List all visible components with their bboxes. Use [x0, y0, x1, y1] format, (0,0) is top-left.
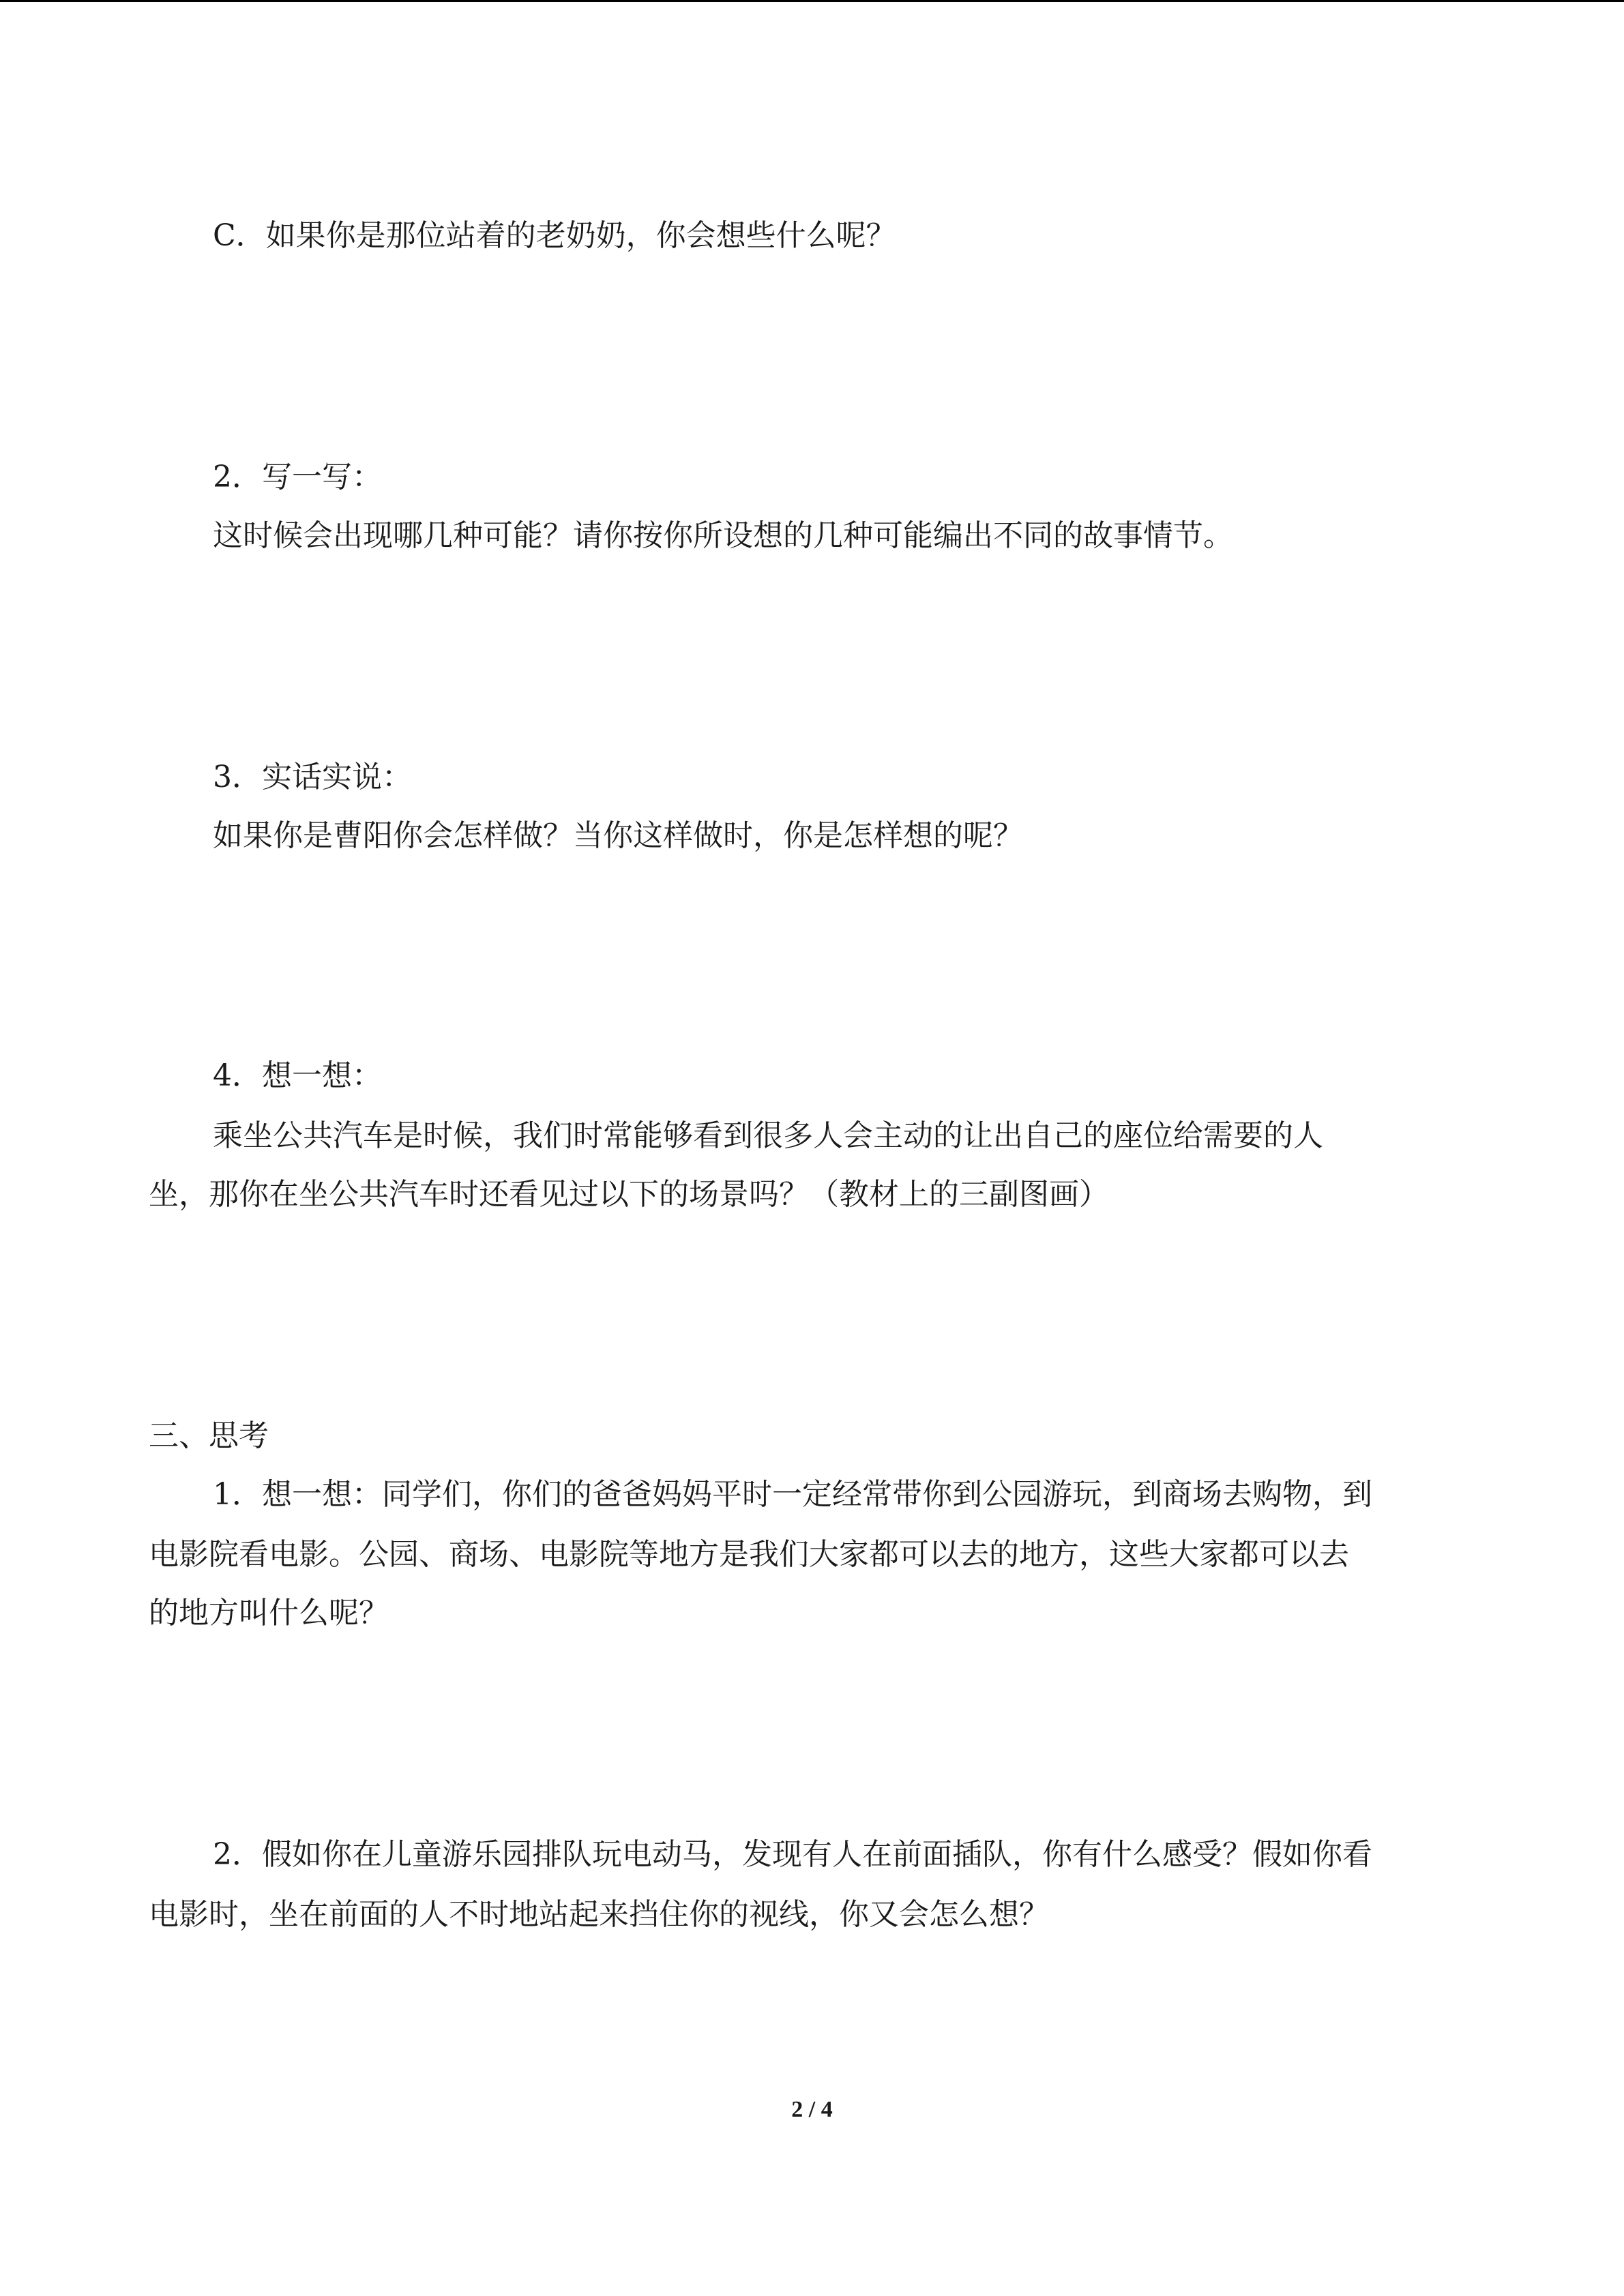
item-2-heading: 2．写一写：: [213, 460, 382, 494]
item-4-paragraph-line-2: 坐，那你在坐公共汽车时还看见过以下的场景吗？（教材上的三副图画）: [149, 1177, 1109, 1212]
item-3-prompt: 如果你是曹阳你会怎样做？当你这样做时，你是怎样想的呢？: [213, 818, 1023, 853]
section-3-q2-line-1: 2．假如你在儿童游乐园排队玩电动马，发现有人在前面插队，你有什么感受？假如你看: [213, 1837, 1372, 1872]
section-3-q2-line-2: 电影时，坐在前面的人不时地站起来挡住你的视线，你又会怎么想？: [149, 1897, 1049, 1932]
question-c-text: C．如果你是那位站着的老奶奶，你会想些什么呢？: [213, 218, 896, 253]
item-4-paragraph-line-1: 乘坐公共汽车是时候，我们时常能够看到很多人会主动的让出自己的座位给需要的人: [213, 1118, 1323, 1153]
item-3-heading: 3．实话实说：: [213, 760, 412, 794]
item-2-prompt: 这时候会出现哪几种可能？请你按你所设想的几种可能编出不同的故事情节。: [213, 518, 1233, 553]
item-4-heading: 4．想一想：: [213, 1058, 382, 1093]
section-3-q1-line-3: 的地方叫什么呢？: [149, 1596, 389, 1630]
section-3-heading: 三、思考: [149, 1418, 269, 1453]
page-number: 2 / 4: [791, 2097, 833, 2122]
section-3-q1-line-2: 电影院看电影。公园、商场、电影院等地方是我们大家都可以去的地方，这些大家都可以去: [149, 1537, 1349, 1572]
section-3-q1-line-1: 1．想一想：同学们，你们的爸爸妈妈平时一定经常带你到公园游玩，到商场去购物，到: [213, 1477, 1372, 1512]
